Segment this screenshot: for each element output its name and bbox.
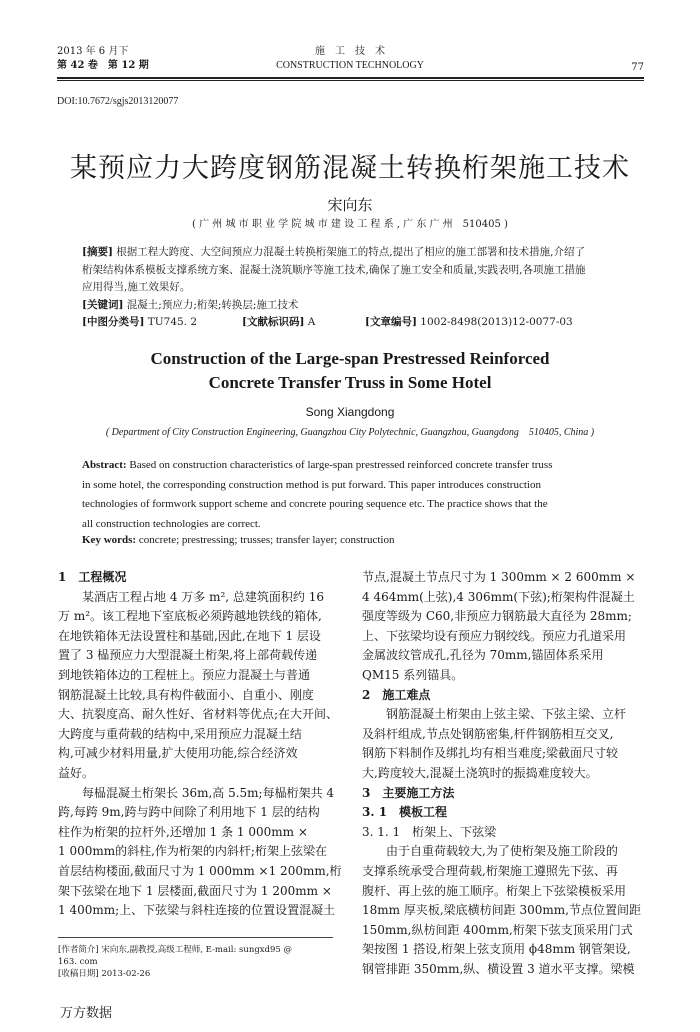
text-line: 钢筋混凝土比较,具有构件截面小、自重小、刚度 [58, 687, 314, 702]
header-rule-thin [57, 80, 644, 81]
section-3-heading: 3 主要施工方法 [362, 785, 455, 800]
title-en-line2: Concrete Transfer Truss in Some Hotel [208, 373, 492, 392]
header-rule [57, 77, 644, 79]
doc-code-value: A [307, 316, 316, 328]
text-line: 在地铁箱体无法设置柱和基础,因此,在地下 1 层设 [58, 628, 321, 643]
abstract-en-line: all construction technologies are correct. [82, 517, 261, 530]
right-column [362, 568, 641, 979]
text-line: 18mm 厚夹板,梁底横枋间距 300mm,节点位置间距 [362, 903, 641, 918]
article-no-value: 1002-8498(2013)12-0077-03 [420, 316, 573, 328]
abstract-cn-label: [摘要] [82, 246, 113, 258]
section-3-1-1-heading: 3. 1. 1 桁架上、下弦梁 [362, 824, 497, 839]
doc-code-label: [文献标识码] [242, 316, 305, 328]
text-line: 大,跨度较大,混凝土浇筑时的振捣难度较大。 [362, 765, 598, 780]
header-journal-cn: 施 工 技 术 [315, 46, 385, 57]
author-cn: 宋向东 [327, 196, 373, 214]
header-date: 2013 年 6 月下 [57, 46, 129, 57]
right-column-body-b [362, 705, 637, 783]
text-line: 1 400mm;上、下弦梁与斜柱连接的位置设置混凝土 [58, 903, 336, 918]
abstract-cn-line: 根据工程大跨度、大空间预应力混凝土转换桁架施工的特点,提出了相应的施工部署和技术措施,介绍了 [116, 246, 585, 258]
text-line: 架按图 1 搭设,桁架上弦支顶用 ϕ48mm 钢管架设, [362, 942, 631, 957]
footnote-author-email: 163. com [58, 957, 98, 967]
text-line: 每榀混凝土桁架长 36m,高 5.5m;每榀桁架共 4 [58, 785, 335, 800]
article-no-label: [文章编号] [365, 316, 417, 328]
text-line: 150mm,纵枋间距 400mm,桁架下弦支顶采用门式 [362, 922, 633, 937]
text-line: 钢管排距 350mm,纵、横设置 3 道水平支撑。梁模 [362, 961, 635, 976]
abstract-en-line: Based on construction characteristics of large-span prestressed reinforced concrete transfer truss [129, 459, 553, 471]
text-line: 节点,混凝土节点尺寸为 1 300mm × 2 600mm × [362, 570, 636, 584]
right-column-body-c [362, 842, 641, 979]
abstract-en-label: Abstract: [82, 459, 127, 471]
text-line: 钢筋混凝土桁架由上弦主梁、下弦主梁、立杆 [362, 707, 627, 722]
header-issue: 第 42 卷 第 12 期 [57, 60, 149, 71]
footnote-author: [作者简介] 宋向东,副教授,高级工程师, E-mail: sungxd95 @ [58, 945, 293, 955]
title-cn: 某预应力大跨度钢筋混凝土转换桁架施工技术 [70, 153, 630, 184]
doi: DOI:10.7672/sgjs2013120077 [57, 96, 179, 107]
text-line: 及斜杆组成,节点处钢筋密集,杆件钢筋相互交叉, [362, 726, 614, 741]
keywords-en-label: Key words: [82, 534, 137, 546]
text-line: 首层结构楼面,截面尺寸为 1 000mm ×1 200mm,桁 [58, 863, 342, 878]
section-1-heading: 1 工程概况 [58, 570, 127, 584]
keywords-cn: 混凝土;预应力;桁架;转换层;施工技术 [126, 298, 299, 311]
clc-label: [中图分类号] [82, 316, 145, 328]
affiliation-en: ( Department of City Construction Engineering, Guangzhou City Polytechnic, Guangzhou, Guangdong 510405, China ) [105, 427, 595, 438]
left-column-body [58, 588, 342, 921]
text-line: 由于自重荷载较大,为了使桁架及施工阶段的 [362, 844, 618, 859]
text-line: 金属波纹管成孔,孔径为 70mm,锚固体系采用 [362, 648, 604, 663]
text-line: 上、下弦梁均设有预应力钢绞线。预应力孔道采用 [362, 628, 627, 643]
text-line: 某酒店工程占地 4 万多 m², 总建筑面积约 16 [58, 589, 324, 604]
text-line: 万 m²。该工程地下室底板必须跨越地铁线的箱体, [58, 609, 322, 624]
keywords-en-value: concrete; prestressing; trusses; transfer layer; construction [138, 534, 395, 546]
abstract-en-line: technologies of formwork support scheme and concrete pouring sequence etc. The practice shows that the [82, 498, 548, 510]
text-line: 大、抗裂度高、耐久性好、省材料等优点;在大开间、 [58, 707, 339, 722]
text-line: 支撑系统承受合理荷载,桁架施工遵照先下弦、再 [362, 863, 618, 878]
keywords-cn-label: [关键词] [82, 298, 124, 311]
keywords-en [82, 534, 627, 546]
text-line: 益好。 [58, 765, 95, 780]
abstract-en-line: in some hotel, the corresponding construction method is put forward. This paper introduces construction [82, 478, 541, 491]
footnote-rule [58, 937, 333, 938]
abstract-cn-line: 桁架结构体系模板支撑系统方案、混凝土浇筑顺序等施工技术,确保了施工安全和质量,实践表明,各项施工措施 [82, 263, 586, 276]
text-line: 置了 3 榀预应力大型混凝土桁架,将上部荷载传递 [58, 648, 318, 663]
text-line: 钢筋下料制作及绑扎均有相当难度;梁截面尺寸较 [362, 746, 619, 761]
left-column [58, 568, 342, 921]
footnote-received: [收稿日期] 2013-02-26 [58, 969, 151, 979]
text-line: 跨,每跨 9m,跨与跨中间除了利用地下 1 层的结构 [58, 805, 320, 820]
text-line: 1 000mm的斜柱,作为桁架的内斜杆;桁架上弦梁在 [58, 844, 327, 859]
text-line: 架下弦梁在地下 1 层楼面,截面尺寸为 1 200mm × [58, 883, 332, 898]
section-3-1-heading: 3. 1 模板工程 [362, 805, 448, 820]
text-line: 腹杆、再上弦的施工顺序。桁架上下弦梁模板采用 [362, 883, 627, 898]
text-line: 4 464mm(上弦),4 306mm(下弦);桁架构件混凝土 [362, 589, 635, 604]
right-column-body-a [362, 568, 637, 686]
clc-value: TU745. 2 [147, 316, 198, 328]
watermark: 万方数据 [60, 1006, 113, 1021]
abstract-cn [82, 244, 627, 332]
affiliation-cn: ( 广 州 城 市 职 业 学 院 城 市 建 设 工 程 系 , 广 东 广 州 510405 ) [192, 219, 508, 230]
abstract-cn-line: 应用得当,施工效果好。 [82, 281, 191, 293]
header-journal-en: CONSTRUCTION TECHNOLOGY [276, 60, 424, 71]
text-line: 柱作为桁架的拉杆外,还增加 1 条 1 000mm × [58, 824, 308, 839]
text-line: 构,可减少材料用量,扩大使用功能,综合经济效 [58, 746, 298, 761]
header-page-number: 77 [631, 62, 644, 73]
title-en-line1: Construction of the Large-span Prestressed Reinforced [150, 349, 550, 368]
footnotes [58, 944, 338, 980]
text-line: 大跨度与重荷载的结构中,采用预应力混凝土结 [58, 726, 302, 741]
text-line: 强度等级为 C60,非预应力钢筋最大直径为 28mm; [362, 609, 632, 624]
text-line: 到地铁箱体边的工程桩上。预应力混凝土与普通 [58, 667, 311, 682]
author-en: Song Xiangdong [305, 405, 395, 419]
section-2-heading: 2 施工难点 [362, 687, 431, 702]
abstract-en [82, 456, 627, 534]
text-line: QM15 系列锚具。 [362, 667, 464, 682]
